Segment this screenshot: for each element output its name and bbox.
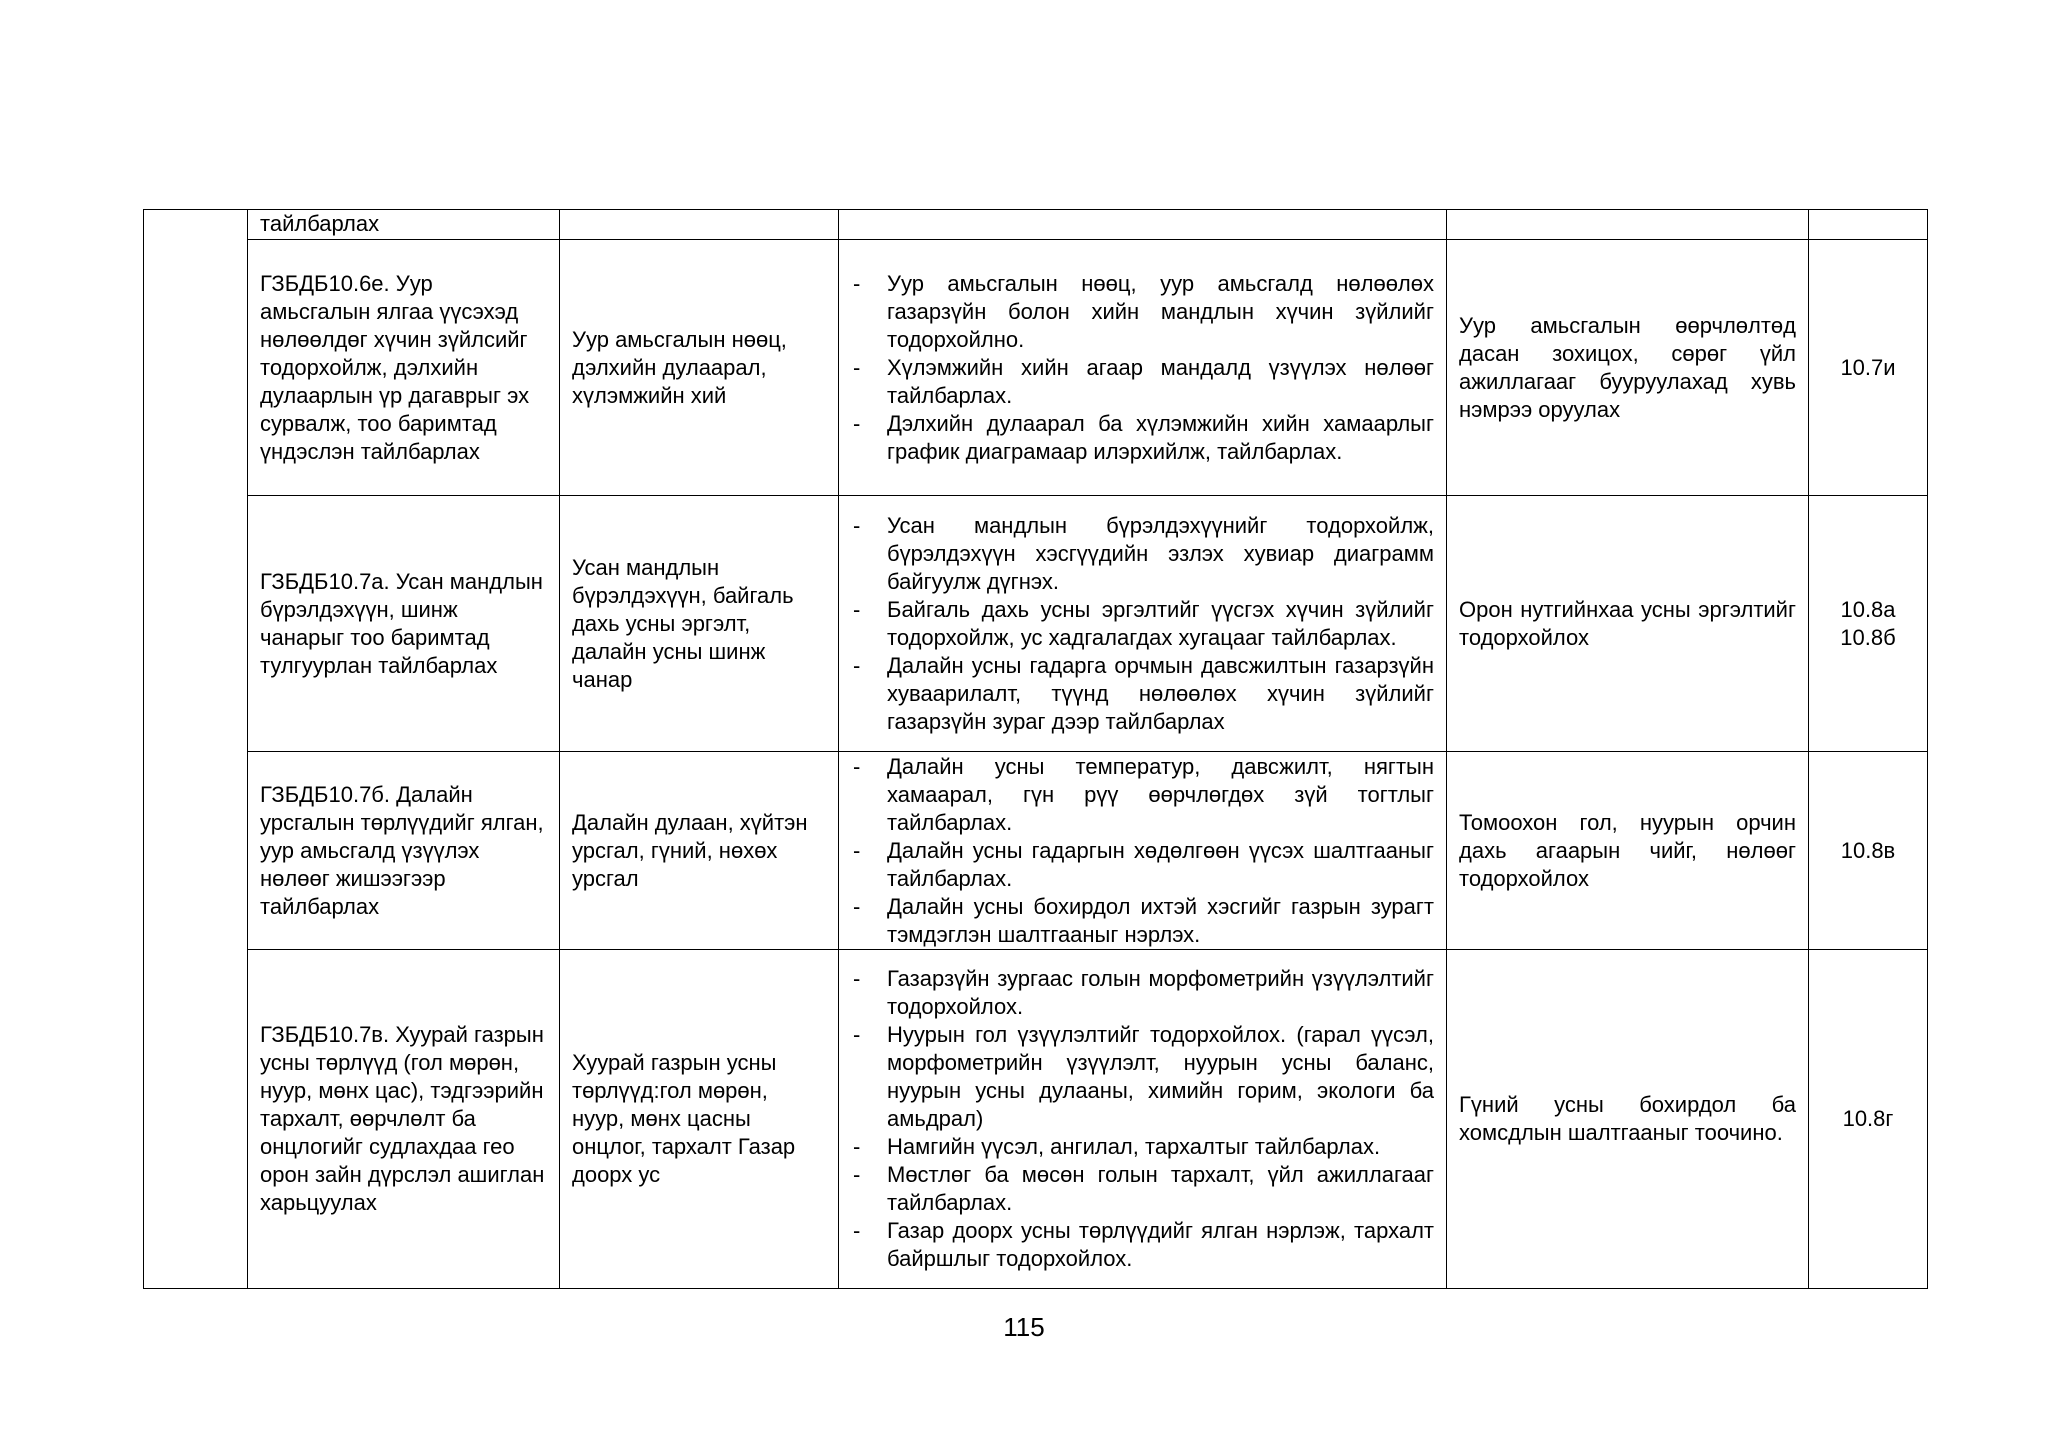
outer-left-cell — [144, 210, 248, 1289]
content-cell — [560, 496, 839, 752]
integration-cell — [1447, 752, 1809, 950]
activity-item: - Газарзүйн зургаас голын морфометрийн үзүүлэлтийг тодорхойлох. — [851, 965, 1434, 1021]
integration-text: Гүний усны бохирдол ба хомсдлын шалтгааныг тоочино. — [1459, 1092, 1796, 1145]
code-cell — [1809, 752, 1928, 950]
objective-text: ГЗБДБ10.7б. Далайн урсгалын төрлүүдийг ялган, уур амьсгалд үзүүлэх нөлөөг жишээгээр тайлбарлах — [260, 781, 544, 919]
code-cell — [1809, 496, 1928, 752]
integration-cell — [1447, 950, 1809, 1289]
activity-item: - Усан мандлын бүрэлдэхүүнийг тодорхойлж, бүрэлдэхүүн хэсгүүдийн эзлэх хувиар диаграмм байгуулж дүгнэх. — [851, 512, 1434, 596]
activities-list — [851, 753, 1434, 949]
code-cell — [1809, 950, 1928, 1289]
integration-cell — [1447, 240, 1809, 496]
code-cell — [1809, 240, 1928, 496]
activities-cell — [839, 240, 1447, 496]
activities-cell — [839, 950, 1447, 1289]
content-text: Уур амьсгалын нөөц, дэлхийн дулаарал, хүлэмжийн хий — [572, 326, 787, 408]
table-row-continuation — [144, 210, 1928, 240]
table-row — [144, 240, 1928, 496]
content-cell-empty — [560, 210, 839, 240]
activities-list — [851, 270, 1434, 466]
activity-item: - Мөстлөг ба мөсөн голын тархалт, үйл ажиллагааг тайлбарлах. — [851, 1161, 1434, 1217]
activity-item: - Далайн усны гадарга орчмын давсжилтын газарзүйн хуваарилалт, түүнд нөлөөлөх хүчин зүйлийг газарзүйн зураг дээр тайлбарлах — [851, 652, 1434, 736]
integration-cell-empty — [1447, 210, 1809, 240]
activities-cell — [839, 752, 1447, 950]
objective-text: ГЗБДБ10.7в. Хуурай газрын усны төрлүүд (гол мөрөн, нуур, мөнх цас), тэдгээрийн тархалт, өөрчлөлт ба онцлогийг судлахдаа гео орон зайн дүрслэл ашиглан харьцуулах — [260, 1022, 545, 1215]
content-cell — [560, 752, 839, 950]
objective-text: ГЗБДБ10.6е. Уур амьсгалын ялгаа үүсэхэд нөлөөлдөг хүчин зүйлсийг тодорхойлж, дэлхийн дулаарлын үр дагаврыг эх сурвалж, тоо баримтад үндэслэн тайлбарлах — [260, 270, 530, 464]
content-cell — [560, 240, 839, 496]
content-text: Хуурай газрын усны төрлүүд:гол мөрөн, нуур, мөнх цасны онцлог, тархалт Газар доорх ус — [572, 1050, 796, 1187]
code-text: 10.8в — [1840, 837, 1896, 863]
activity-item: - Далайн усны гадаргын хөдөлгөөн үүсэх шалтгааныг тайлбарлах. — [851, 837, 1434, 893]
activities-list — [851, 512, 1434, 736]
activity-item: - Далайн усны бохирдол ихтэй хэсгийг газрын зурагт тэмдэглэн шалтгааныг нэрлэх. — [851, 893, 1434, 949]
integration-text: Томоохон гол, нуурын орчин дахь агаарын чийг, нөлөөг тодорхойлох — [1459, 809, 1796, 891]
activities-cell — [839, 496, 1447, 752]
objective-cell — [248, 240, 560, 496]
activities-list — [851, 965, 1434, 1273]
activities-cell-empty — [839, 210, 1447, 240]
code-text: 10.8а — [1840, 596, 1896, 622]
integration-text: Уур амьсгалын өөрчлөлтөд дасан зохицох, сөрөг үйл ажиллагааг бууруулахад хувь нэмрээ оруулах — [1459, 312, 1796, 422]
curriculum-table-container — [143, 209, 1927, 1289]
objective-text: ГЗБДБ10.7а. Усан мандлын бүрэлдэхүүн, шинж чанарыг тоо баримтад тулгуурлан тайлбарлах — [260, 568, 543, 678]
activity-item: - Уур амьсгалын нөөц, уур амьсгалд нөлөөлөх газарзүйн болон хийн мандлын хүчин зүйлийг тодорхойлно. — [851, 270, 1434, 354]
content-text: Усан мандлын бүрэлдэхүүн, байгаль дахь усны эргэлт, далайн усны шинж чанар — [572, 554, 794, 692]
activity-item: - Нуурын гол үзүүлэлтийг тодорхойлох. (гарал үүсэл, морфометрийн үзүүлэлт, нуурын усны баланс, нуурын усны дулааны, химийн горим, экологи ба амьдрал) — [851, 1021, 1434, 1133]
page-number: 115 — [1003, 1312, 1045, 1342]
activity-item: - Хүлэмжийн хийн агаар мандалд үзүүлэх нөлөөг тайлбарлах. — [851, 354, 1434, 410]
table-row — [144, 950, 1928, 1289]
activity-item: - Далайн усны температур, давсжилт, нягтын хамаарал, гүн рүү өөрчлөгдөх зүй тогтлыг тайлбарлах. — [851, 753, 1434, 837]
objective-cell — [248, 496, 560, 752]
code-text: 10.7и — [1840, 354, 1896, 380]
activity-item: - Байгаль дахь усны эргэлтийг үүсгэх хүчин зүйлийг тодорхойлж, ус хадгалагдах хугацааг тайлбарлах. — [851, 596, 1434, 652]
integration-text: Орон нутгийнхаа усны эргэлтийг тодорхойлох — [1459, 596, 1796, 650]
table-row — [144, 496, 1928, 752]
activity-item: - Газар доорх усны төрлүүдийг ялган нэрлэж, тархалт байршлыг тодорхойлох. — [851, 1217, 1434, 1273]
activity-item: - Дэлхийн дулаарал ба хүлэмжийн хийн хамаарлыг график диаграмаар илэрхийлж, тайлбарлах. — [851, 410, 1434, 466]
content-text: Далайн дулаан, хүйтэн урсгал, гүний, нөхөх урсгал — [572, 809, 808, 891]
code-text: 10.8б — [1840, 624, 1896, 650]
code-text: 10.8г — [1842, 1106, 1894, 1131]
objective-cell — [248, 752, 560, 950]
objective-continuation-text: тайлбарлах — [260, 211, 380, 236]
table-row — [144, 752, 1928, 950]
curriculum-table — [143, 209, 1928, 1289]
code-cell-empty — [1809, 210, 1928, 240]
objective-continuation-cell — [248, 210, 560, 240]
integration-cell — [1447, 496, 1809, 752]
activity-item: - Намгийн үүсэл, ангилал, тархалтыг тайлбарлах. — [851, 1133, 1434, 1161]
content-cell — [560, 950, 839, 1289]
objective-cell — [248, 950, 560, 1289]
